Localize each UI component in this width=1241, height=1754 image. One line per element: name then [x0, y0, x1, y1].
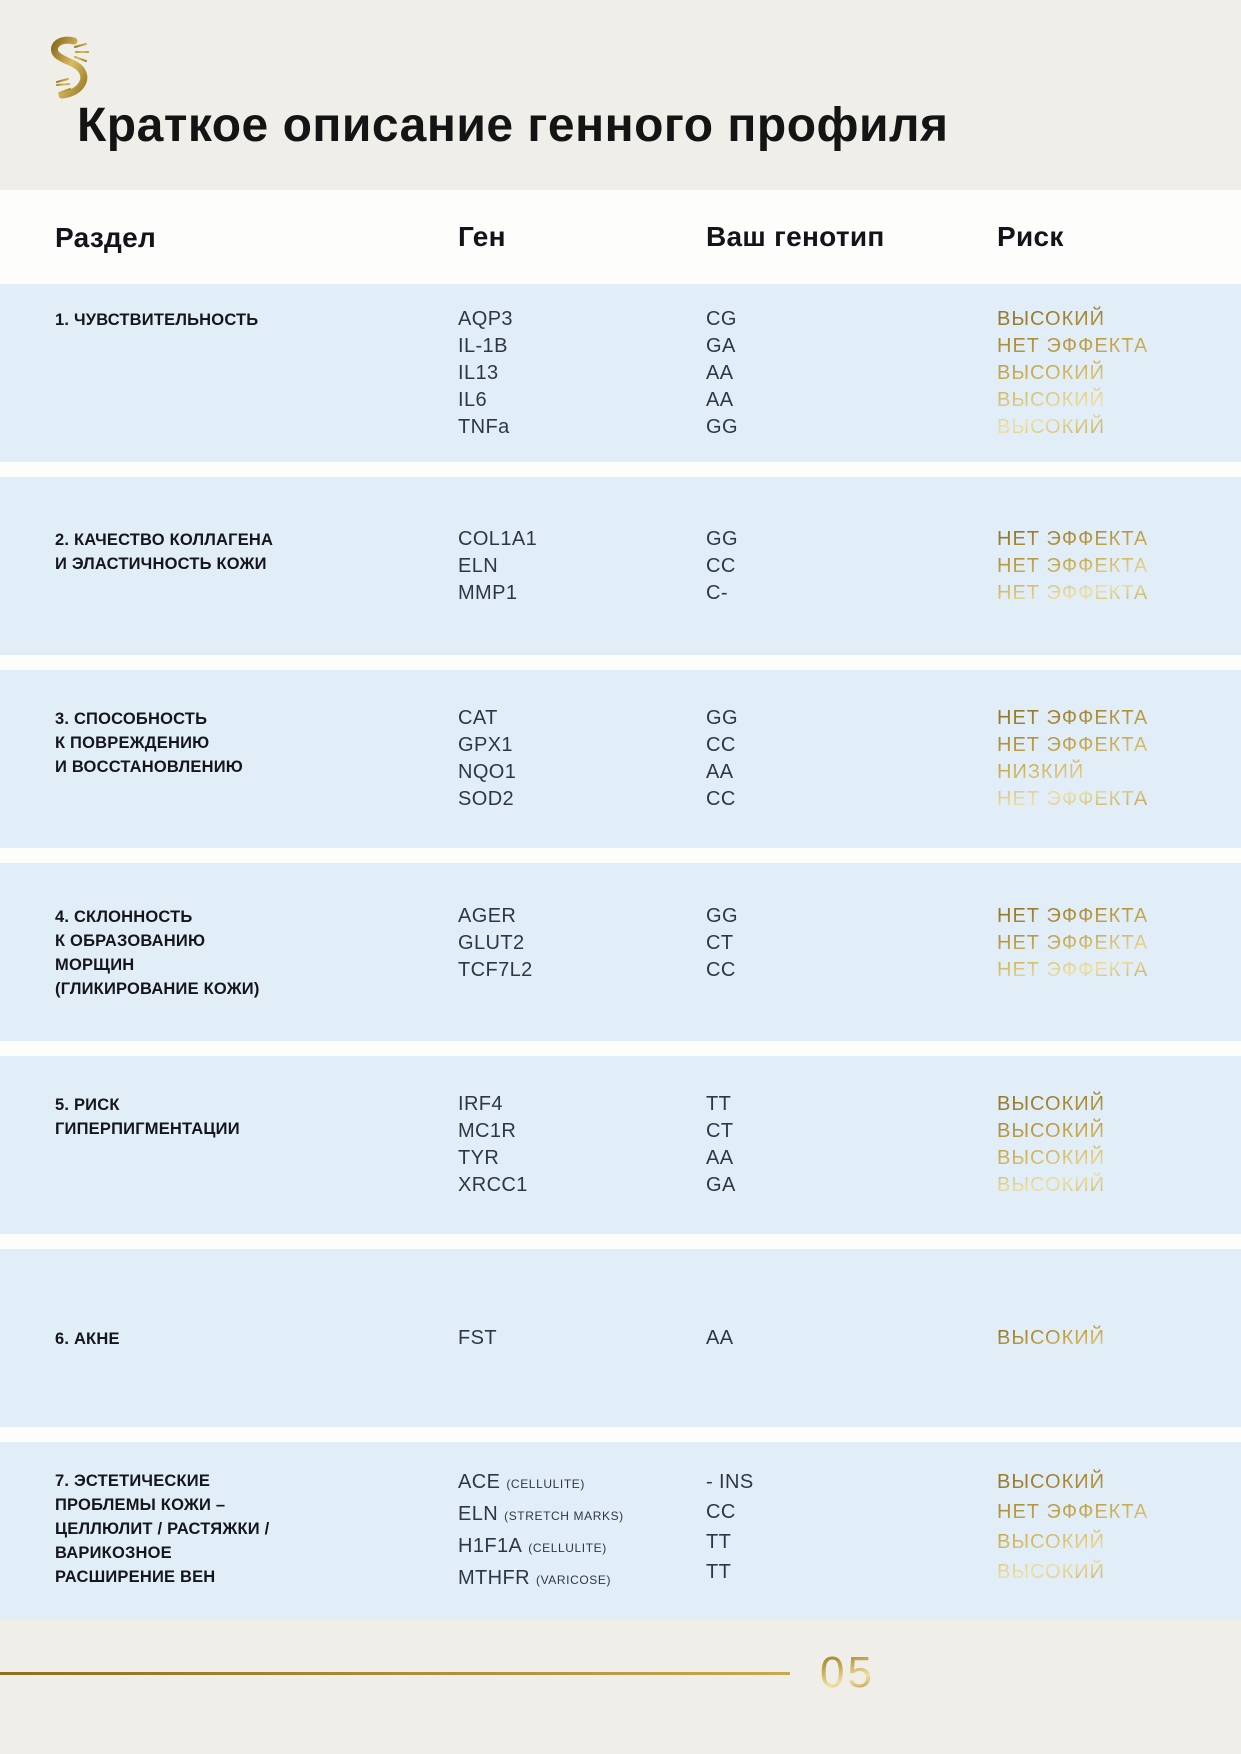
genotype-value: AA — [706, 361, 734, 384]
gene-name — [458, 1325, 706, 1352]
risk-value: ВЫСОКИЙ — [997, 1326, 1106, 1349]
gene-symbol: TNFa — [458, 415, 510, 438]
genotype-value: CT — [706, 932, 734, 954]
genotype-value: CC — [706, 1501, 736, 1523]
gene-name — [458, 930, 706, 957]
gene-name — [458, 1499, 706, 1531]
risk-value: НЕТ ЭФФЕКТА — [997, 334, 1149, 357]
section-label-line: 3. СПОСОБНОСТЬ — [55, 710, 208, 728]
dna-logo-icon — [44, 34, 100, 102]
gene-name — [458, 1118, 706, 1145]
section-label — [55, 1467, 458, 1589]
genotype-value: AA — [706, 1326, 734, 1349]
gene-name — [458, 957, 706, 984]
section-label-line: И ВОССТАНОВЛЕНИЮ — [55, 758, 243, 776]
genotype-value: - INS — [706, 1471, 754, 1493]
genotype-column — [706, 705, 997, 813]
genotype-value: AA — [706, 1147, 734, 1169]
page-number: 05 — [820, 1648, 875, 1697]
page-header — [0, 0, 1241, 190]
section-label-line: ЦЕЛЛЮЛИТ / РАСТЯЖКИ / — [55, 1520, 270, 1538]
band-content — [0, 526, 1241, 607]
profile-section-band — [0, 1442, 1241, 1620]
section-label-line: К ОБРАЗОВАНИЮ — [55, 932, 206, 950]
gene-symbol: TYR — [458, 1147, 500, 1169]
section-label — [55, 903, 458, 1001]
genotype-value: GG — [706, 905, 738, 927]
gene-symbol: ELN — [458, 554, 499, 577]
genotype-value: GG — [706, 415, 738, 438]
genotype-value: GG — [706, 707, 738, 729]
gene-name — [458, 1172, 706, 1199]
gene-symbol: IL-1B — [458, 334, 508, 357]
gene-note: (VARICOSE) — [535, 1573, 612, 1587]
genotype-value: AA — [706, 761, 734, 783]
gene-name — [458, 1091, 706, 1118]
genotype-column — [706, 526, 997, 607]
genotype-value: CC — [706, 734, 736, 756]
genotype-value: CG — [706, 307, 737, 330]
gene-column — [458, 306, 706, 441]
gene-symbol: IL6 — [458, 388, 488, 411]
gene-name — [458, 333, 706, 360]
section-label-line: (ГЛИКИРОВАНИЕ КОЖИ) — [55, 980, 260, 998]
section-label — [55, 1325, 458, 1351]
section-label-line: 1. ЧУВСТВИТЕЛЬНОСТЬ — [55, 310, 259, 329]
gene-symbol: FST — [458, 1326, 497, 1349]
risk-value: НЕТ ЭФФЕКТА — [997, 581, 1149, 604]
genotype-value: CC — [706, 959, 736, 981]
gene-name — [458, 360, 706, 387]
risk-column — [997, 1091, 1241, 1199]
risk-column — [997, 526, 1241, 607]
column-header-gene: Ген — [458, 221, 506, 252]
gene-name — [458, 1563, 706, 1595]
risk-value: НЕТ ЭФФЕКТА — [997, 734, 1149, 756]
profile-section-band — [0, 670, 1241, 848]
gene-symbol: IL13 — [458, 361, 499, 384]
risk-value: НЕТ ЭФФЕКТА — [997, 932, 1149, 954]
band-content — [0, 306, 1241, 441]
section-label-line: 6. АКНЕ — [55, 1329, 120, 1348]
risk-column — [997, 1467, 1241, 1587]
gene-name — [458, 1531, 706, 1563]
gene-name — [458, 387, 706, 414]
risk-value: НЕТ ЭФФЕКТА — [997, 527, 1149, 550]
gene-column — [458, 1325, 706, 1352]
column-header-genotype: Ваш генотип — [706, 221, 885, 252]
gene-name — [458, 526, 706, 553]
section-label-line: ВАРИКОЗНОЕ — [55, 1544, 172, 1562]
section-label — [55, 1091, 458, 1141]
page-footer — [0, 1642, 1241, 1754]
genotype-value: GA — [706, 1174, 736, 1196]
genotype-column — [706, 903, 997, 984]
section-label-line: 4. СКЛОННОСТЬ — [55, 908, 193, 926]
gene-name — [458, 903, 706, 930]
gene-symbol: MC1R — [458, 1120, 517, 1142]
table-body — [0, 284, 1241, 1620]
risk-value: ВЫСОКИЙ — [997, 1174, 1106, 1196]
section-label-line: МОРЩИН — [55, 956, 135, 974]
section-label-line: К ПОВРЕЖДЕНИЮ — [55, 734, 210, 752]
genotype-column — [706, 1467, 997, 1587]
gene-name — [458, 1467, 706, 1499]
gene-profile-table — [0, 190, 1241, 1620]
gene-symbol: AGER — [458, 905, 517, 927]
profile-section-band — [0, 863, 1241, 1041]
gene-symbol: IRF4 — [458, 1093, 503, 1115]
gene-name — [458, 306, 706, 333]
gene-symbol: MTHFR — [458, 1567, 530, 1589]
column-header-section: Раздел — [55, 222, 157, 253]
gene-symbol: GLUT2 — [458, 932, 525, 954]
genotype-value: TT — [706, 1093, 732, 1115]
gene-name — [458, 580, 706, 607]
risk-value: ВЫСОКИЙ — [997, 1561, 1106, 1583]
risk-value: ВЫСОКИЙ — [997, 415, 1106, 438]
risk-column — [997, 705, 1241, 813]
page-title: Краткое описание генного профиля — [77, 99, 949, 152]
gene-symbol: MMP1 — [458, 581, 518, 604]
gene-note: (STRETCH MARKS) — [504, 1509, 624, 1523]
profile-section-band — [0, 1056, 1241, 1234]
gene-symbol: NQO1 — [458, 761, 517, 783]
section-label-line: РАСШИРЕНИЕ ВЕН — [55, 1568, 216, 1586]
genotype-value: TT — [706, 1531, 732, 1553]
risk-value: НЕТ ЭФФЕКТА — [997, 959, 1149, 981]
section-label-line: ГИПЕРПИГМЕНТАЦИИ — [55, 1120, 240, 1138]
gene-name — [458, 732, 706, 759]
gene-symbol: GPX1 — [458, 734, 513, 756]
genotype-value: CC — [706, 554, 736, 577]
risk-value: НЕТ ЭФФЕКТА — [997, 1501, 1149, 1523]
genotype-value: GG — [706, 527, 738, 550]
genotype-value: CC — [706, 788, 736, 810]
gene-name — [458, 414, 706, 441]
genotype-value: AA — [706, 388, 734, 411]
gene-symbol: AQP3 — [458, 307, 513, 330]
gene-symbol: SOD2 — [458, 788, 515, 810]
risk-column — [997, 306, 1241, 441]
gene-column — [458, 705, 706, 813]
gene-symbol: COL1A1 — [458, 527, 538, 550]
band-content — [0, 903, 1241, 1001]
risk-value: НЕТ ЭФФЕКТА — [997, 788, 1149, 810]
section-label-line: И ЭЛАСТИЧНОСТЬ КОЖИ — [55, 554, 267, 573]
section-label — [55, 306, 458, 332]
risk-value: ВЫСОКИЙ — [997, 1093, 1106, 1115]
genotype-column — [706, 306, 997, 441]
section-label — [55, 705, 458, 779]
gene-name — [458, 759, 706, 786]
gene-column — [458, 903, 706, 984]
gene-symbol: TCF7L2 — [458, 959, 533, 981]
band-content — [0, 705, 1241, 813]
genotype-value: CT — [706, 1120, 734, 1142]
gene-column — [458, 526, 706, 607]
risk-column — [997, 903, 1241, 984]
genotype-column — [706, 1325, 997, 1352]
profile-section-band — [0, 284, 1241, 462]
section-label-line: 2. КАЧЕСТВО КОЛЛАГЕНА — [55, 530, 274, 549]
section-label-line: ПРОБЛЕМЫ КОЖИ – — [55, 1496, 226, 1514]
risk-column — [997, 1325, 1241, 1352]
risk-value: ВЫСОКИЙ — [997, 1471, 1106, 1493]
genotype-value: GA — [706, 334, 736, 357]
section-label-line: 5. РИСК — [55, 1096, 120, 1114]
risk-value: НЕТ ЭФФЕКТА — [997, 905, 1149, 927]
profile-section-band — [0, 1249, 1241, 1427]
risk-value: ВЫСОКИЙ — [997, 388, 1106, 411]
genotype-value: C- — [706, 581, 728, 604]
gene-symbol: CAT — [458, 707, 498, 729]
gene-symbol: ACE — [458, 1471, 501, 1493]
section-label — [55, 526, 458, 576]
risk-value: НЕТ ЭФФЕКТА — [997, 554, 1149, 577]
band-content — [0, 1467, 1241, 1595]
gene-note: (CELLULITE) — [506, 1477, 585, 1491]
gene-column — [458, 1467, 706, 1595]
profile-section-band — [0, 477, 1241, 655]
gene-symbol: H1F1A — [458, 1535, 523, 1557]
risk-value: ВЫСОКИЙ — [997, 307, 1106, 330]
risk-value: НЕТ ЭФФЕКТА — [997, 707, 1149, 729]
gene-name — [458, 553, 706, 580]
gene-name — [458, 705, 706, 732]
genotype-column — [706, 1091, 997, 1199]
gene-column — [458, 1091, 706, 1199]
column-header-risk: Риск — [997, 221, 1064, 252]
gene-note: (CELLULITE) — [528, 1541, 607, 1555]
gene-name — [458, 786, 706, 813]
risk-value: НИЗКИЙ — [997, 761, 1085, 783]
footer-divider-line — [0, 1672, 790, 1675]
section-label-line: 7. ЭСТЕТИЧЕСКИЕ — [55, 1472, 211, 1490]
risk-value: ВЫСОКИЙ — [997, 1531, 1106, 1553]
risk-value: ВЫСОКИЙ — [997, 1120, 1106, 1142]
gene-symbol: ELN — [458, 1503, 499, 1525]
band-content — [0, 1325, 1241, 1352]
gene-symbol: XRCC1 — [458, 1174, 528, 1196]
risk-value: ВЫСОКИЙ — [997, 361, 1106, 384]
table-header-row — [0, 190, 1241, 284]
gene-name — [458, 1145, 706, 1172]
genotype-value: TT — [706, 1561, 732, 1583]
risk-value: ВЫСОКИЙ — [997, 1147, 1106, 1169]
band-content — [0, 1091, 1241, 1199]
